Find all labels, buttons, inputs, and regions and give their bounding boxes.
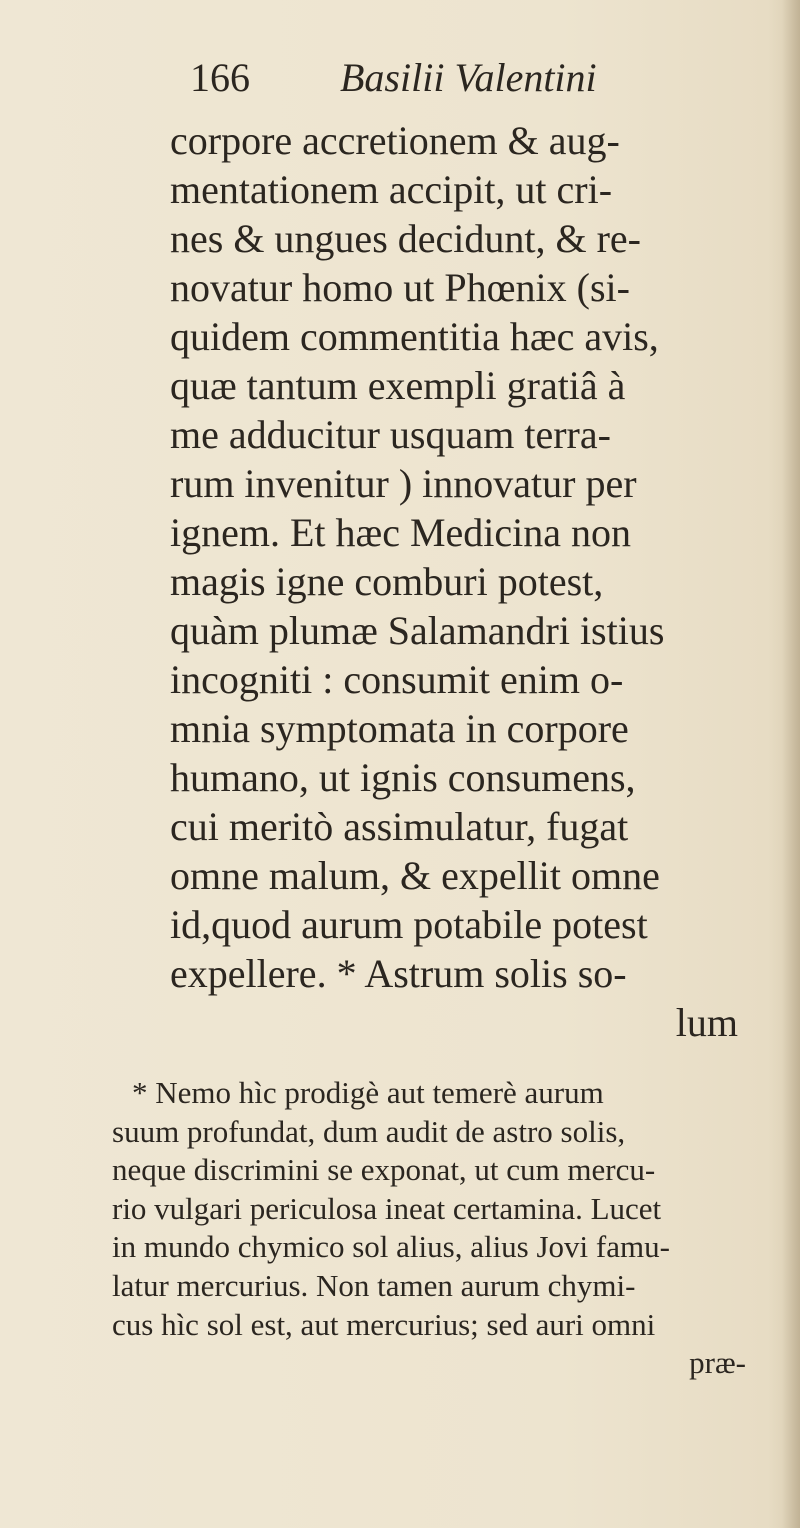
catchword: lum (675, 1000, 738, 1045)
text-line: mentationem accipit, ut cri- (170, 167, 613, 212)
footnote-line: cus hìc sol est, aut mercurius; sed auri omni (112, 1306, 656, 1342)
page-header (190, 48, 710, 108)
footnote-catchword: præ- (689, 1345, 746, 1381)
text-line: quæ tantum exempli gratiâ à (170, 363, 626, 408)
text-line: omne malum, & expellit omne (170, 853, 660, 898)
footnote-line: * Nemo hìc prodigè aut temerè aurum (132, 1075, 604, 1110)
page-edge-shadow (782, 0, 800, 1528)
text-line: magis igne comburi potest, (170, 559, 604, 604)
text-line: rum invenitur ) innovatur per (170, 461, 637, 506)
text-line: novatur homo ut Phœnix (si- (170, 265, 630, 310)
main-text (170, 116, 770, 1047)
footnote-line: rio vulgari periculosa ineat certamina. Lucet (112, 1190, 662, 1226)
text-line: me adducitur usquam terra- (170, 412, 611, 457)
text-line: ignem. Et hæc Medicina non (170, 510, 632, 555)
text-line: id,quod aurum potabile potest (170, 902, 648, 947)
footnote-line: in mundo chymico sol alius, alius Jovi famu- (112, 1229, 670, 1265)
footnote-line: latur mercurius. Non tamen aurum chymi- (112, 1267, 636, 1303)
text-line: humano, ut ignis consumens, (170, 755, 636, 800)
footnote-line: suum profundat, dum audit de astro solis, (112, 1113, 626, 1149)
text-line: quàm plumæ Salamandri istius (170, 608, 665, 653)
text-line: incogniti : consumit enim o- (170, 657, 624, 702)
text-line: expellere. * Astrum solis so- (170, 951, 627, 996)
text-line: nes & ungues decidunt, & re- (170, 216, 641, 261)
footnote-line: neque discrimini se exponat, ut cum mercu- (112, 1152, 656, 1188)
text-line: corpore accretionem & aug- (170, 118, 620, 163)
text-line: quidem commentitia hæc avis, (170, 314, 659, 359)
text-line: cui meritò assimulatur, fugat (170, 804, 629, 849)
running-head: Basilii Valentini (340, 55, 597, 100)
text-line: mnia symptomata in corpore (170, 706, 629, 751)
footnote (112, 1074, 772, 1383)
page-number: 166 (190, 55, 250, 100)
